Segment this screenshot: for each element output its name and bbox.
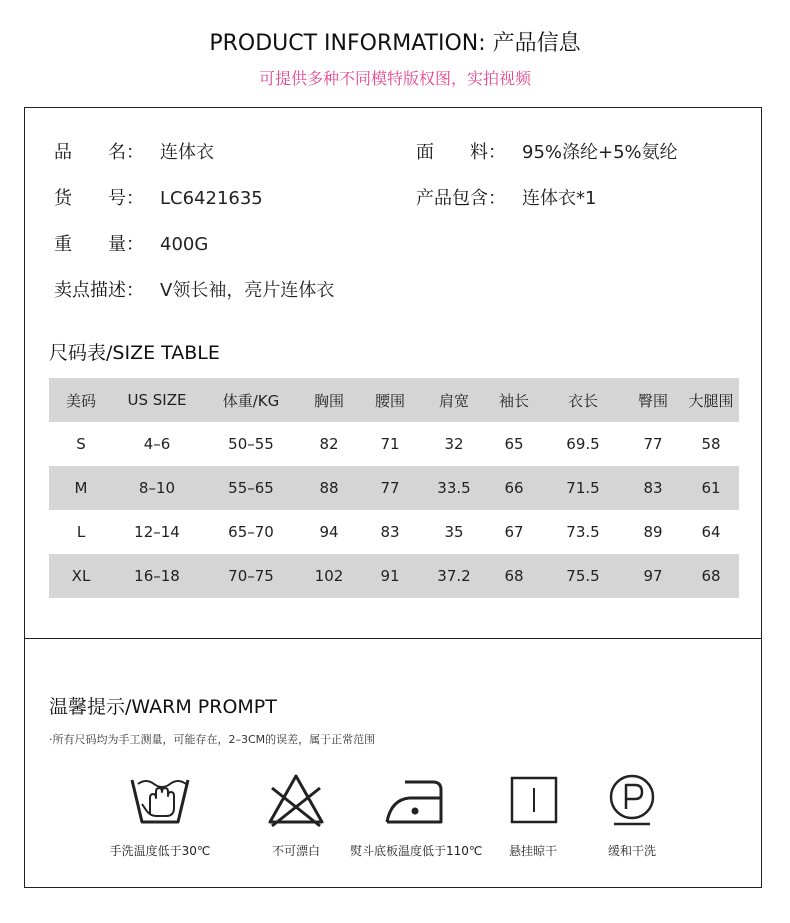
table-cell: 77 bbox=[380, 479, 400, 497]
table-cell: 37.2 bbox=[437, 567, 471, 585]
info-name-value: 连体衣 bbox=[160, 142, 214, 163]
table-cell: 89 bbox=[643, 523, 663, 541]
table-cell: 35 bbox=[444, 523, 464, 541]
table-cell: 73.5 bbox=[566, 523, 600, 541]
table-cell: 8–10 bbox=[138, 479, 176, 497]
care-no-bleach bbox=[231, 770, 361, 859]
table-cell: 97 bbox=[643, 567, 663, 585]
table-cell: 82 bbox=[319, 435, 339, 453]
info-weight-label: 重 量： bbox=[54, 234, 144, 255]
info-name-label: 品 名： bbox=[54, 142, 144, 163]
table-row bbox=[49, 466, 739, 510]
table-cell: 16–18 bbox=[134, 567, 180, 585]
table-cell: 55–65 bbox=[228, 479, 274, 497]
info-sku-value: LC6421635 bbox=[160, 188, 263, 209]
table-cell: 94 bbox=[319, 523, 339, 541]
no-bleach-icon bbox=[264, 770, 328, 830]
care-label: 不可漂白 bbox=[271, 844, 320, 858]
info-selling-value: V领长袖，亮片连体衣 bbox=[160, 280, 335, 301]
size-header-cell: US SIZE bbox=[127, 391, 187, 409]
table-cell: 71.5 bbox=[566, 479, 600, 497]
care-iron bbox=[350, 770, 483, 859]
table-cell: 70–75 bbox=[228, 567, 274, 585]
page-title: PRODUCT INFORMATION: 产品信息 bbox=[209, 31, 581, 56]
table-cell: 33.5 bbox=[437, 479, 471, 497]
table-row bbox=[49, 554, 739, 598]
table-cell: 65–70 bbox=[228, 523, 274, 541]
table-cell: 65 bbox=[504, 435, 524, 453]
size-header-cell: 腰围 bbox=[374, 391, 405, 410]
table-cell: 12–14 bbox=[134, 523, 180, 541]
table-cell: 83 bbox=[380, 523, 400, 541]
table-cell: 58 bbox=[701, 435, 721, 453]
info-weight bbox=[54, 230, 208, 256]
info-name bbox=[54, 138, 214, 164]
table-cell: 4–6 bbox=[143, 435, 171, 453]
info-sku bbox=[54, 184, 263, 210]
table-cell: 32 bbox=[444, 435, 464, 453]
care-label: 熨斗底板温度低于110℃ bbox=[350, 844, 483, 858]
care-label: 缓和干洗 bbox=[607, 844, 656, 858]
table-row bbox=[49, 422, 739, 466]
size-header-cell: 大腿围 bbox=[688, 391, 734, 410]
info-package-label: 产品包含： bbox=[416, 188, 506, 209]
table-cell: 83 bbox=[643, 479, 663, 497]
size-header-cell: 衣长 bbox=[567, 391, 598, 410]
table-cell: 102 bbox=[314, 567, 344, 585]
info-fabric bbox=[416, 138, 678, 164]
table-cell: 61 bbox=[701, 479, 721, 497]
size-table bbox=[49, 378, 739, 598]
iron-icon bbox=[383, 770, 447, 830]
table-cell: L bbox=[76, 523, 86, 541]
warm-prompt-title: 温馨提示/WARM PROMPT bbox=[49, 696, 277, 718]
info-fabric-value: 95%涤纶+5%氨纶 bbox=[522, 142, 678, 163]
table-cell: 50–55 bbox=[228, 435, 274, 453]
info-selling-point bbox=[54, 276, 334, 302]
info-sku-label: 货 号： bbox=[54, 188, 144, 209]
table-cell: 77 bbox=[643, 435, 663, 453]
info-fabric-label: 面 料： bbox=[416, 142, 506, 163]
size-header-cell: 袖长 bbox=[498, 391, 529, 410]
care-label: 悬挂晾干 bbox=[508, 844, 557, 858]
table-cell: 69.5 bbox=[566, 435, 600, 453]
info-selling-label: 卖点描述： bbox=[54, 280, 144, 301]
table-cell: 88 bbox=[319, 479, 339, 497]
size-header-cell: 臀围 bbox=[637, 391, 668, 410]
table-cell: 67 bbox=[504, 523, 524, 541]
table-cell: 66 bbox=[504, 479, 524, 497]
care-dry-clean bbox=[567, 770, 697, 859]
table-cell: 91 bbox=[380, 567, 400, 585]
size-header-cell: 胸围 bbox=[313, 391, 344, 410]
care-label: 手洗温度低于30℃ bbox=[109, 844, 211, 858]
care-hand-wash bbox=[95, 770, 225, 859]
table-cell: 71 bbox=[380, 435, 400, 453]
warm-prompt-note: ·所有尺码均为手工测量，可能存在，2–3CM的误差，属于正常范围 bbox=[49, 733, 376, 746]
dry-clean-p-icon bbox=[600, 770, 664, 830]
size-header-cell: 美码 bbox=[65, 391, 96, 410]
size-table-header-row bbox=[49, 378, 739, 422]
hand-wash-icon bbox=[128, 770, 192, 830]
table-cell: 68 bbox=[504, 567, 524, 585]
info-weight-value: 400G bbox=[160, 234, 209, 255]
table-cell: 68 bbox=[701, 567, 721, 585]
info-package-value: 连体衣*1 bbox=[522, 188, 597, 209]
table-cell: M bbox=[74, 479, 88, 497]
table-cell: S bbox=[76, 435, 86, 453]
table-cell: 64 bbox=[701, 523, 721, 541]
table-cell: 75.5 bbox=[566, 567, 600, 585]
size-table-title: 尺码表/SIZE TABLE bbox=[49, 342, 220, 364]
table-cell: XL bbox=[71, 567, 91, 585]
hang-dry-icon bbox=[501, 770, 565, 830]
size-header-cell: 体重/KG bbox=[222, 391, 280, 410]
table-row bbox=[49, 510, 739, 554]
page-subtitle: 可提供多种不同模特版权图，实拍视频 bbox=[258, 69, 531, 88]
info-package bbox=[416, 184, 596, 210]
size-header-cell: 肩宽 bbox=[438, 391, 469, 410]
